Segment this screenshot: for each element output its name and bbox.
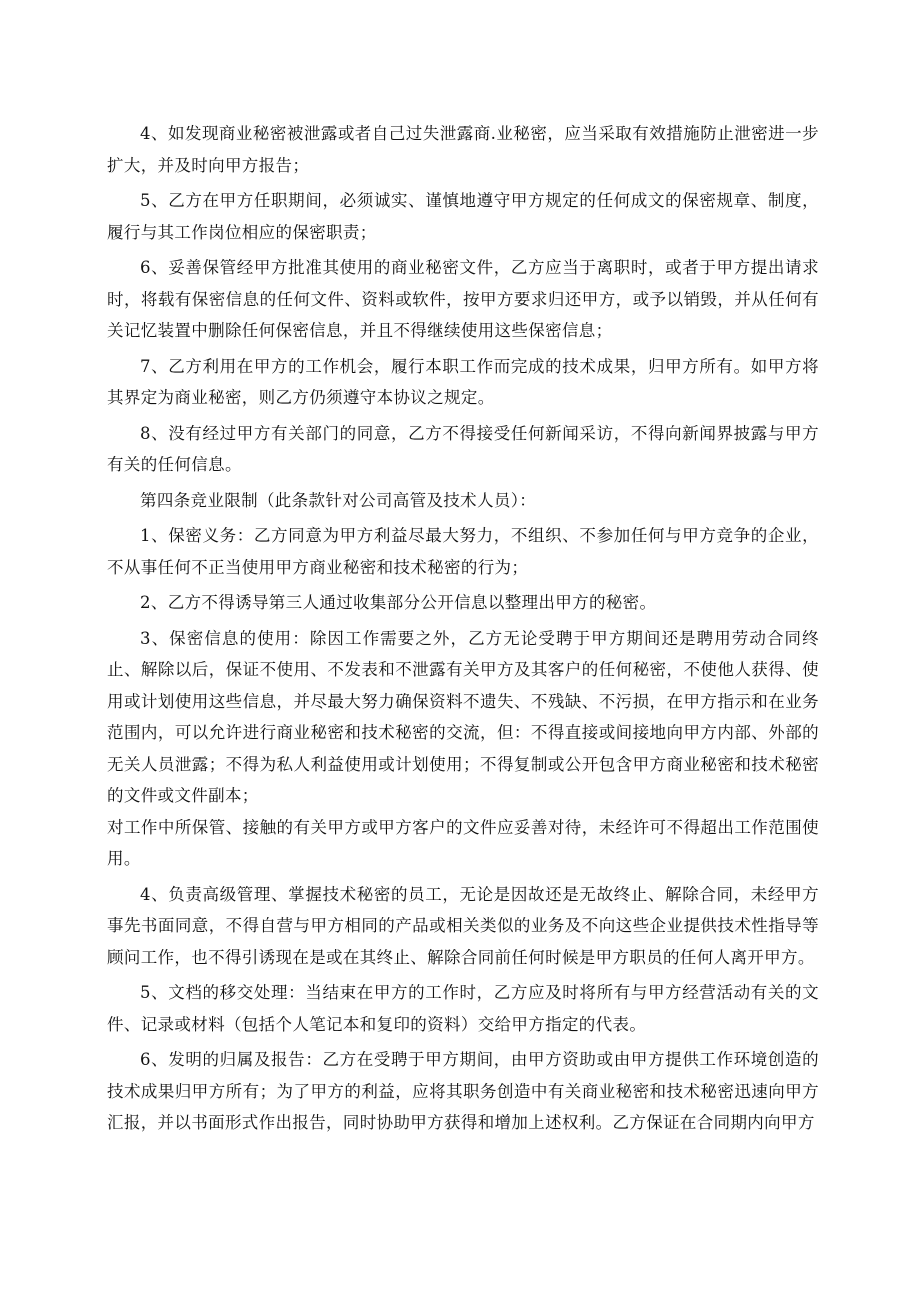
clause-4-item-6: 6、发明的归属及报告：乙方在受聘于甲方期间，由甲方资助或由甲方提供工作环境创造的技术成果归甲方所有；为了甲方的利益，应将其职务创造中有关商业秘密和技术秘密迅速向甲方汇报，并以书面形式作出报告，同时协助甲方获得和增加上述权利。乙方保证在合同期内向甲方 <box>107 1050 819 1132</box>
clause-3-item-4: 4、如发现商业秘密被泄露或者自己过失泄露商.业秘密，应当采取有效措施防止泄密进一步扩大，并及时向甲方报告； <box>107 124 819 175</box>
clause-3-item-5: 5、乙方在甲方任职期间，必须诚实、谨慎地遵守甲方规定的任何成文的保密规章、制度，履行与其工作岗位相应的保密职责； <box>107 191 819 242</box>
clause-4-item-1: 1、保密义务：乙方同意为甲方利益尽最大努力，不组织、不参加任何与甲方竞争的企业，不从事任何不正当使用甲方商业秘密和技术秘密的行为； <box>107 526 819 577</box>
clause-4-item-3: 3、保密信息的使用：除因工作需要之外，乙方无论受聘于甲方期间还是聘用劳动合同终止、解除以后，保证不使用、不发表和不泄露有关甲方及其客户的任何秘密，不使他人获得、使用或计划使用这些信息，并尽最大努力确保资料不遗失、不残缺、不污损，在甲方指示和在业务范围内，可以允许进行商业秘密和技术秘密的交流，但：不得直接或间接地向甲方内部、外部的无关人员泄露；不得为私人利益使用或计划使用；不得复制或公开包含甲方商业秘密和技术秘密的文件或文件副本； <box>107 628 819 805</box>
clause-4-item-3-continuation: 对工作中所保管、接触的有关甲方或甲方客户的文件应妥善对待，未经许可不得超出工作范围使用。 <box>107 817 819 868</box>
clause-3-item-8: 8、没有经过甲方有关部门的同意，乙方不得接受任何新闻采访，不得向新闻界披露与甲方有关的任何信息。 <box>107 423 819 474</box>
document-body <box>107 118 819 1139</box>
clause-4-item-5: 5、文档的移交处理：当结束在甲方的工作时，乙方应及时将所有与甲方经营活动有关的文件、记录或材料（包括个人笔记本和复印的资料）交给甲方指定的代表。 <box>107 983 819 1034</box>
clause-3-item-6: 6、妥善保管经甲方批准其使用的商业秘密文件，乙方应当于离职时，或者于甲方提出请求时，将载有保密信息的任何文件、资料或软件，按甲方要求归还甲方，或予以销毁，并从任何有关记忆装置中删除任何保密信息，并且不得继续使用这些保密信息； <box>107 258 819 340</box>
clause-3-item-7: 7、乙方利用在甲方的工作机会，履行本职工作而完成的技术成果，归甲方所有。如甲方将其界定为商业秘密，则乙方仍须遵守本协议之规定。 <box>107 356 819 407</box>
clause-4-item-2: 2、乙方不得诱导第三人通过收集部分公开信息以整理出甲方的秘密。 <box>140 593 657 612</box>
clause-4-heading: 第四条竞业限制（此条款针对公司高管及技术人员）： <box>140 490 537 510</box>
clause-4-item-4: 4、负责高级管理、掌握技术秘密的员工，无论是因故还是无故终止、解除合同，未经甲方事先书面同意，不得自营与甲方相同的产品或相关类似的业务及不向这些企业提供技术性指导等顾问工作，也不得引诱现在是或在其终止、解除合同前任何时候是甲方职员的任何人离开甲方。 <box>107 884 819 967</box>
